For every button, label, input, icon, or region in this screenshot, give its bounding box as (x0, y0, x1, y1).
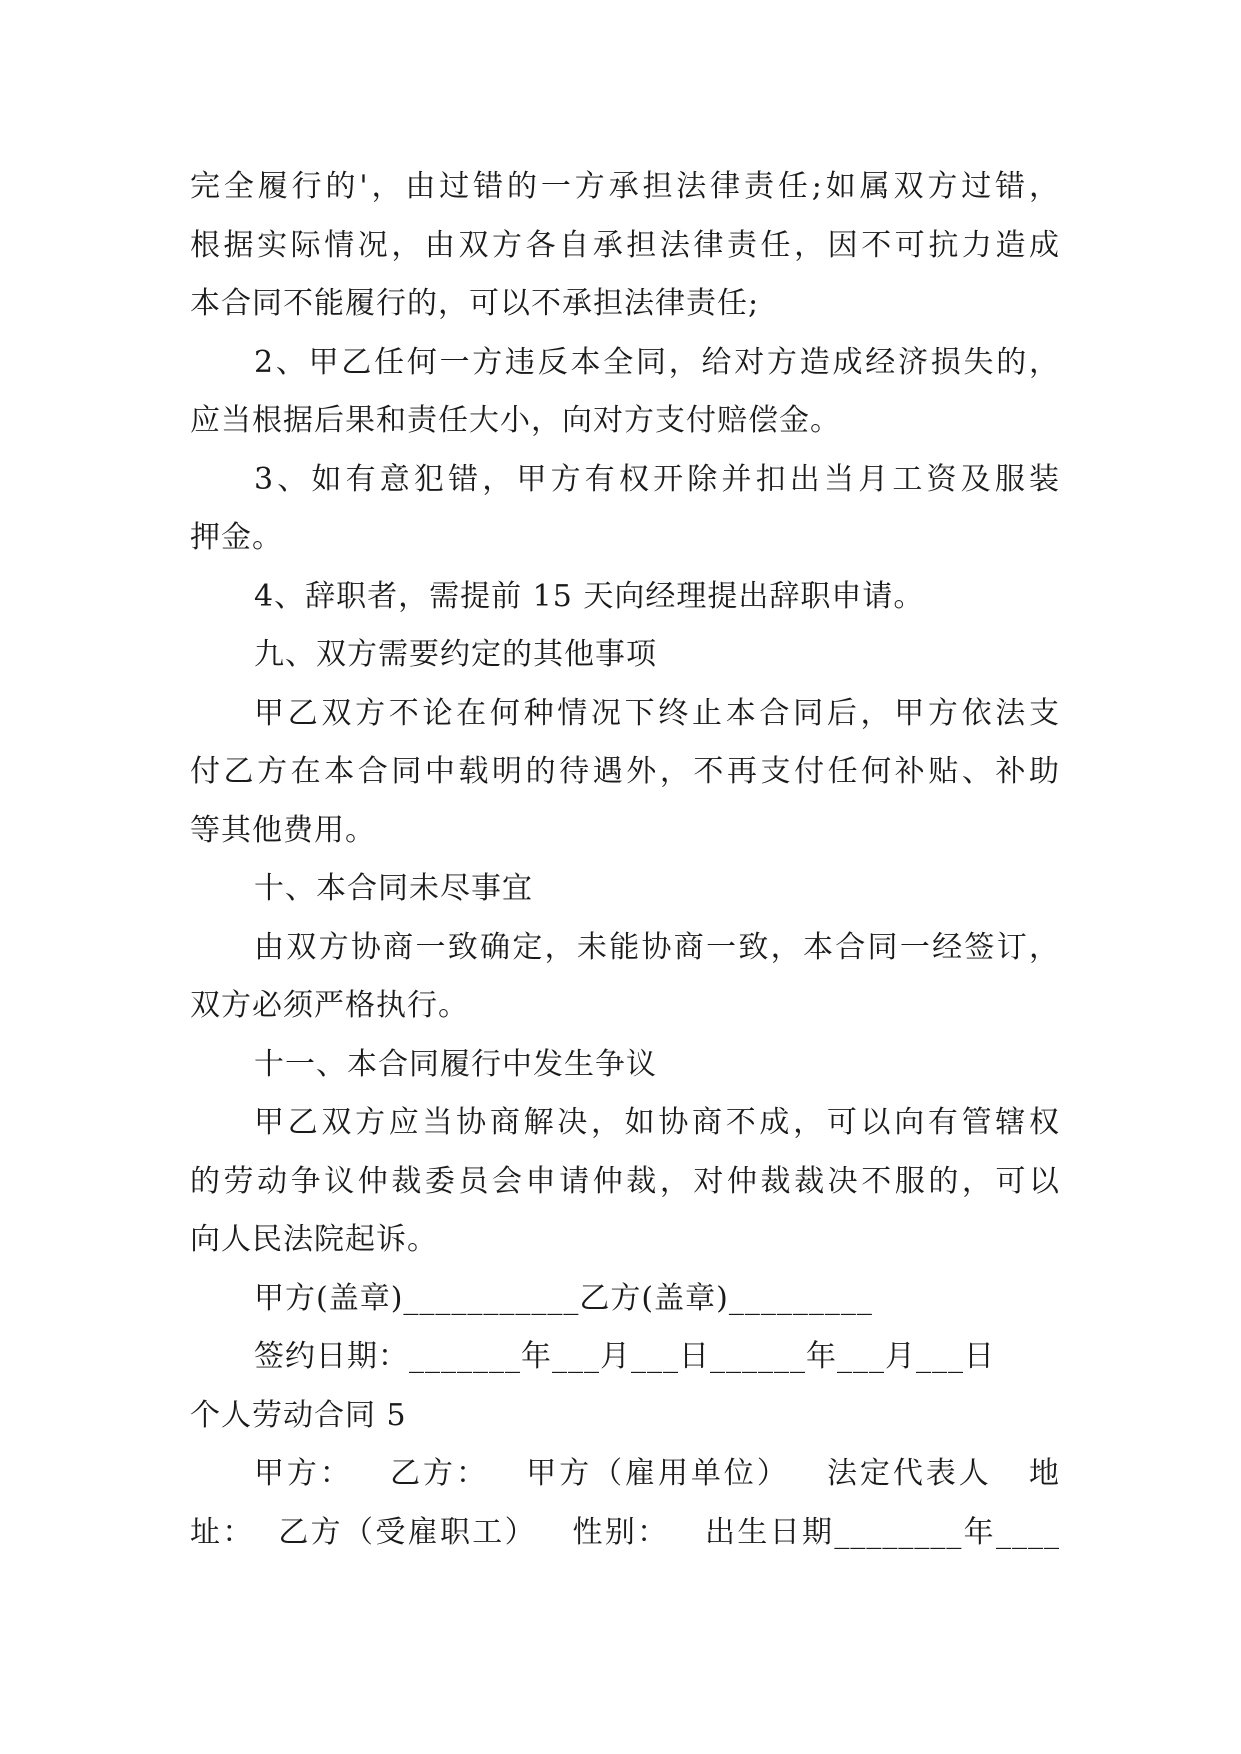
text-line: 押金。 (190, 520, 283, 555)
text-line: 本合同不能履行的，可以不承担法律责任; (190, 286, 760, 321)
text-line: 等其他费用。 (190, 812, 376, 848)
section-heading: 九、双方需要约定的其他事项 (254, 637, 657, 672)
text-line: 2、甲乙任何一方违反本全同，给对方造成经济损失的， (254, 344, 1060, 380)
document-body (190, 158, 1060, 1562)
text-line: 甲方： 乙方： 甲方（雇用单位） 法定代表人 地 (254, 1456, 1060, 1491)
contract-title: 个人劳动合同 5 (190, 1397, 407, 1433)
text-line: 3、如有意犯错，甲方有权开除并扣出当月工资及服装 (254, 461, 1060, 497)
text-line: 4、辞职者，需提前 15 天向经理提出辞职申请。 (254, 578, 925, 614)
text-line: 由双方协商一致确定，未能协商一致，本合同一经签订， (254, 929, 1060, 965)
section-heading: 十、本合同未尽事宜 (254, 871, 533, 906)
text-line: 的劳动争议仲裁委员会申请仲裁，对仲裁裁决不服的，可以 (190, 1163, 1060, 1199)
text-line: 甲乙双方不论在何种情况下终止本合同后，甲方依法支 (254, 695, 1060, 731)
signing-date-line: 签约日期：_______年___月___日______年___月___日 (254, 1339, 995, 1374)
text-line: 应当根据后果和责任大小，向对方支付赔偿金。 (190, 403, 841, 438)
text-line: 甲乙双方应当协商解决，如协商不成，可以向有管辖权 (254, 1105, 1060, 1140)
text-line: 付乙方在本合同中载明的待遇外，不再支付任何补贴、补助 (190, 754, 1060, 789)
signature-line: 甲方(盖章)___________乙方(盖章)_________ (254, 1280, 873, 1316)
text-line: 完全履行的'，由过错的一方承担法律责任;如属双方过错， (190, 169, 1060, 204)
text-line: 根据实际情况，由双方各自承担法律责任，因不可抗力造成 (190, 227, 1060, 263)
text-line: 址： 乙方（受雇职工） 性别： 出生日期________年____ (190, 1514, 1060, 1550)
text-line: 向人民法院起诉。 (190, 1222, 438, 1257)
text-line: 双方必须严格执行。 (190, 988, 469, 1023)
section-heading: 十一、本合同履行中发生争议 (254, 1046, 657, 1082)
